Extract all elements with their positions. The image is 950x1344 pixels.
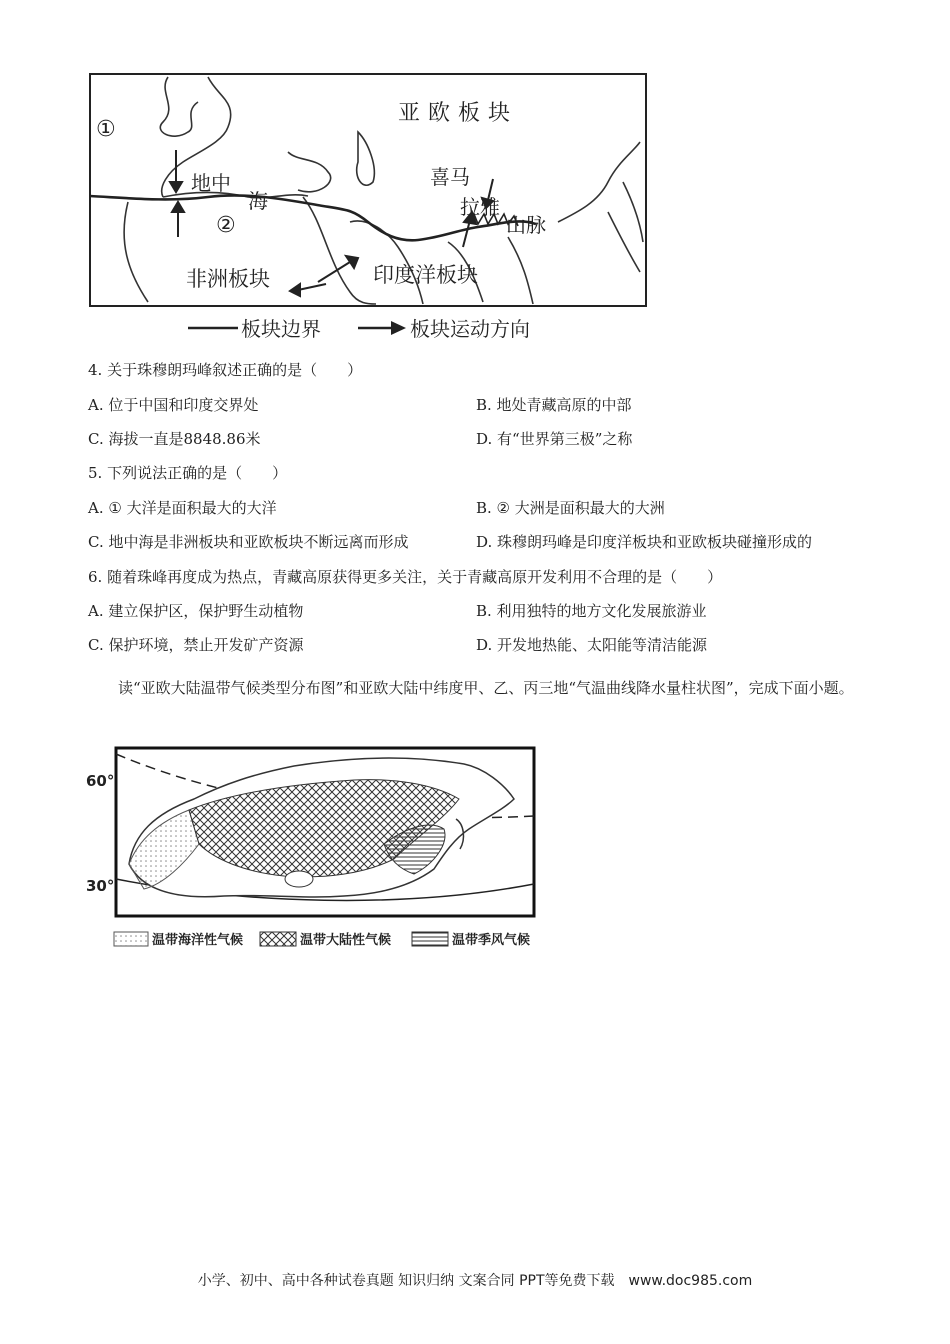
label-eurasian-plate: 亚欧板块: [398, 101, 519, 126]
reading-intro: 读“亚欧大陆温带气候类型分布图”和亚欧大陆中纬度甲、乙、丙三地“气温曲线降水量柱状图”，完成下面小题。: [118, 679, 854, 697]
question-6-option-d: D. 开发地热能、太阳能等清洁能源: [476, 636, 708, 654]
label-himalaya-part3: 山脉: [506, 213, 546, 237]
legend-plate-motion: 板块运动方向: [410, 317, 530, 341]
label-mediterranean-part1: 地中: [191, 171, 231, 195]
legend-plate-boundary: 板块边界: [241, 317, 321, 341]
eurasia-climate-map: [84, 744, 544, 954]
question-5-option-d: D. 珠穆朗玛峰是印度洋板块和亚欧板块碰撞形成的: [476, 533, 813, 551]
plate-tectonics-map: [88, 72, 650, 348]
question-6-option-c: C. 保护环境，禁止开发矿产资源: [88, 636, 304, 654]
question-5-option-a: A. ① 大洋是面积最大的大洋: [88, 499, 277, 517]
label-african-plate: 非洲板块: [186, 267, 270, 291]
label-mediterranean-part2: 海: [248, 189, 268, 213]
label-himalaya-part2: 拉雅: [460, 195, 500, 219]
legend-continental: 温带大陆性气候: [300, 933, 392, 948]
question-4-option-d: D. 有“世界第三极”之称: [476, 430, 633, 448]
question-4-option-c: C. 海拔一直是8848.86米: [88, 430, 261, 448]
legend-monsoon: 温带季风气候: [452, 933, 531, 948]
question-4-stem: 4. 关于珠穆朗玛峰叙述正确的是（ ）: [88, 361, 363, 379]
question-6-option-a: A. 建立保护区，保护野生动植物: [88, 602, 304, 620]
question-5-stem: 5. 下列说法正确的是（ ）: [88, 464, 288, 482]
label-indian-plate: 印度洋板块: [373, 263, 478, 287]
legend-oceanic: 温带海洋性气候: [152, 933, 244, 948]
question-4-option-a: A. 位于中国和印度交界处: [88, 396, 259, 414]
latitude-30-label: 30°: [86, 877, 115, 895]
label-circle-2: ②: [216, 213, 236, 238]
question-5-option-b: B. ② 大洲是面积最大的大洲: [476, 499, 665, 517]
page-footer: 小学、初中、高中各种试卷真题 知识归纳 文案合同 PPT等免费下载 www.doc985.com: [197, 1273, 753, 1289]
label-himalaya-part1: 喜马: [430, 165, 470, 189]
label-circle-1: ①: [96, 117, 116, 142]
question-5-option-c: C. 地中海是非洲板块和亚欧板块不断远离而形成: [88, 533, 409, 551]
latitude-60-label: 60°: [86, 772, 115, 790]
question-6-stem: 6. 随着珠峰再度成为热点，青藏高原获得更多关注，关于青藏高原开发利用不合理的是（ ）: [88, 568, 723, 586]
question-4-option-b: B. 地处青藏高原的中部: [476, 396, 632, 414]
question-6-option-b: B. 利用独特的地方文化发展旅游业: [476, 602, 707, 620]
